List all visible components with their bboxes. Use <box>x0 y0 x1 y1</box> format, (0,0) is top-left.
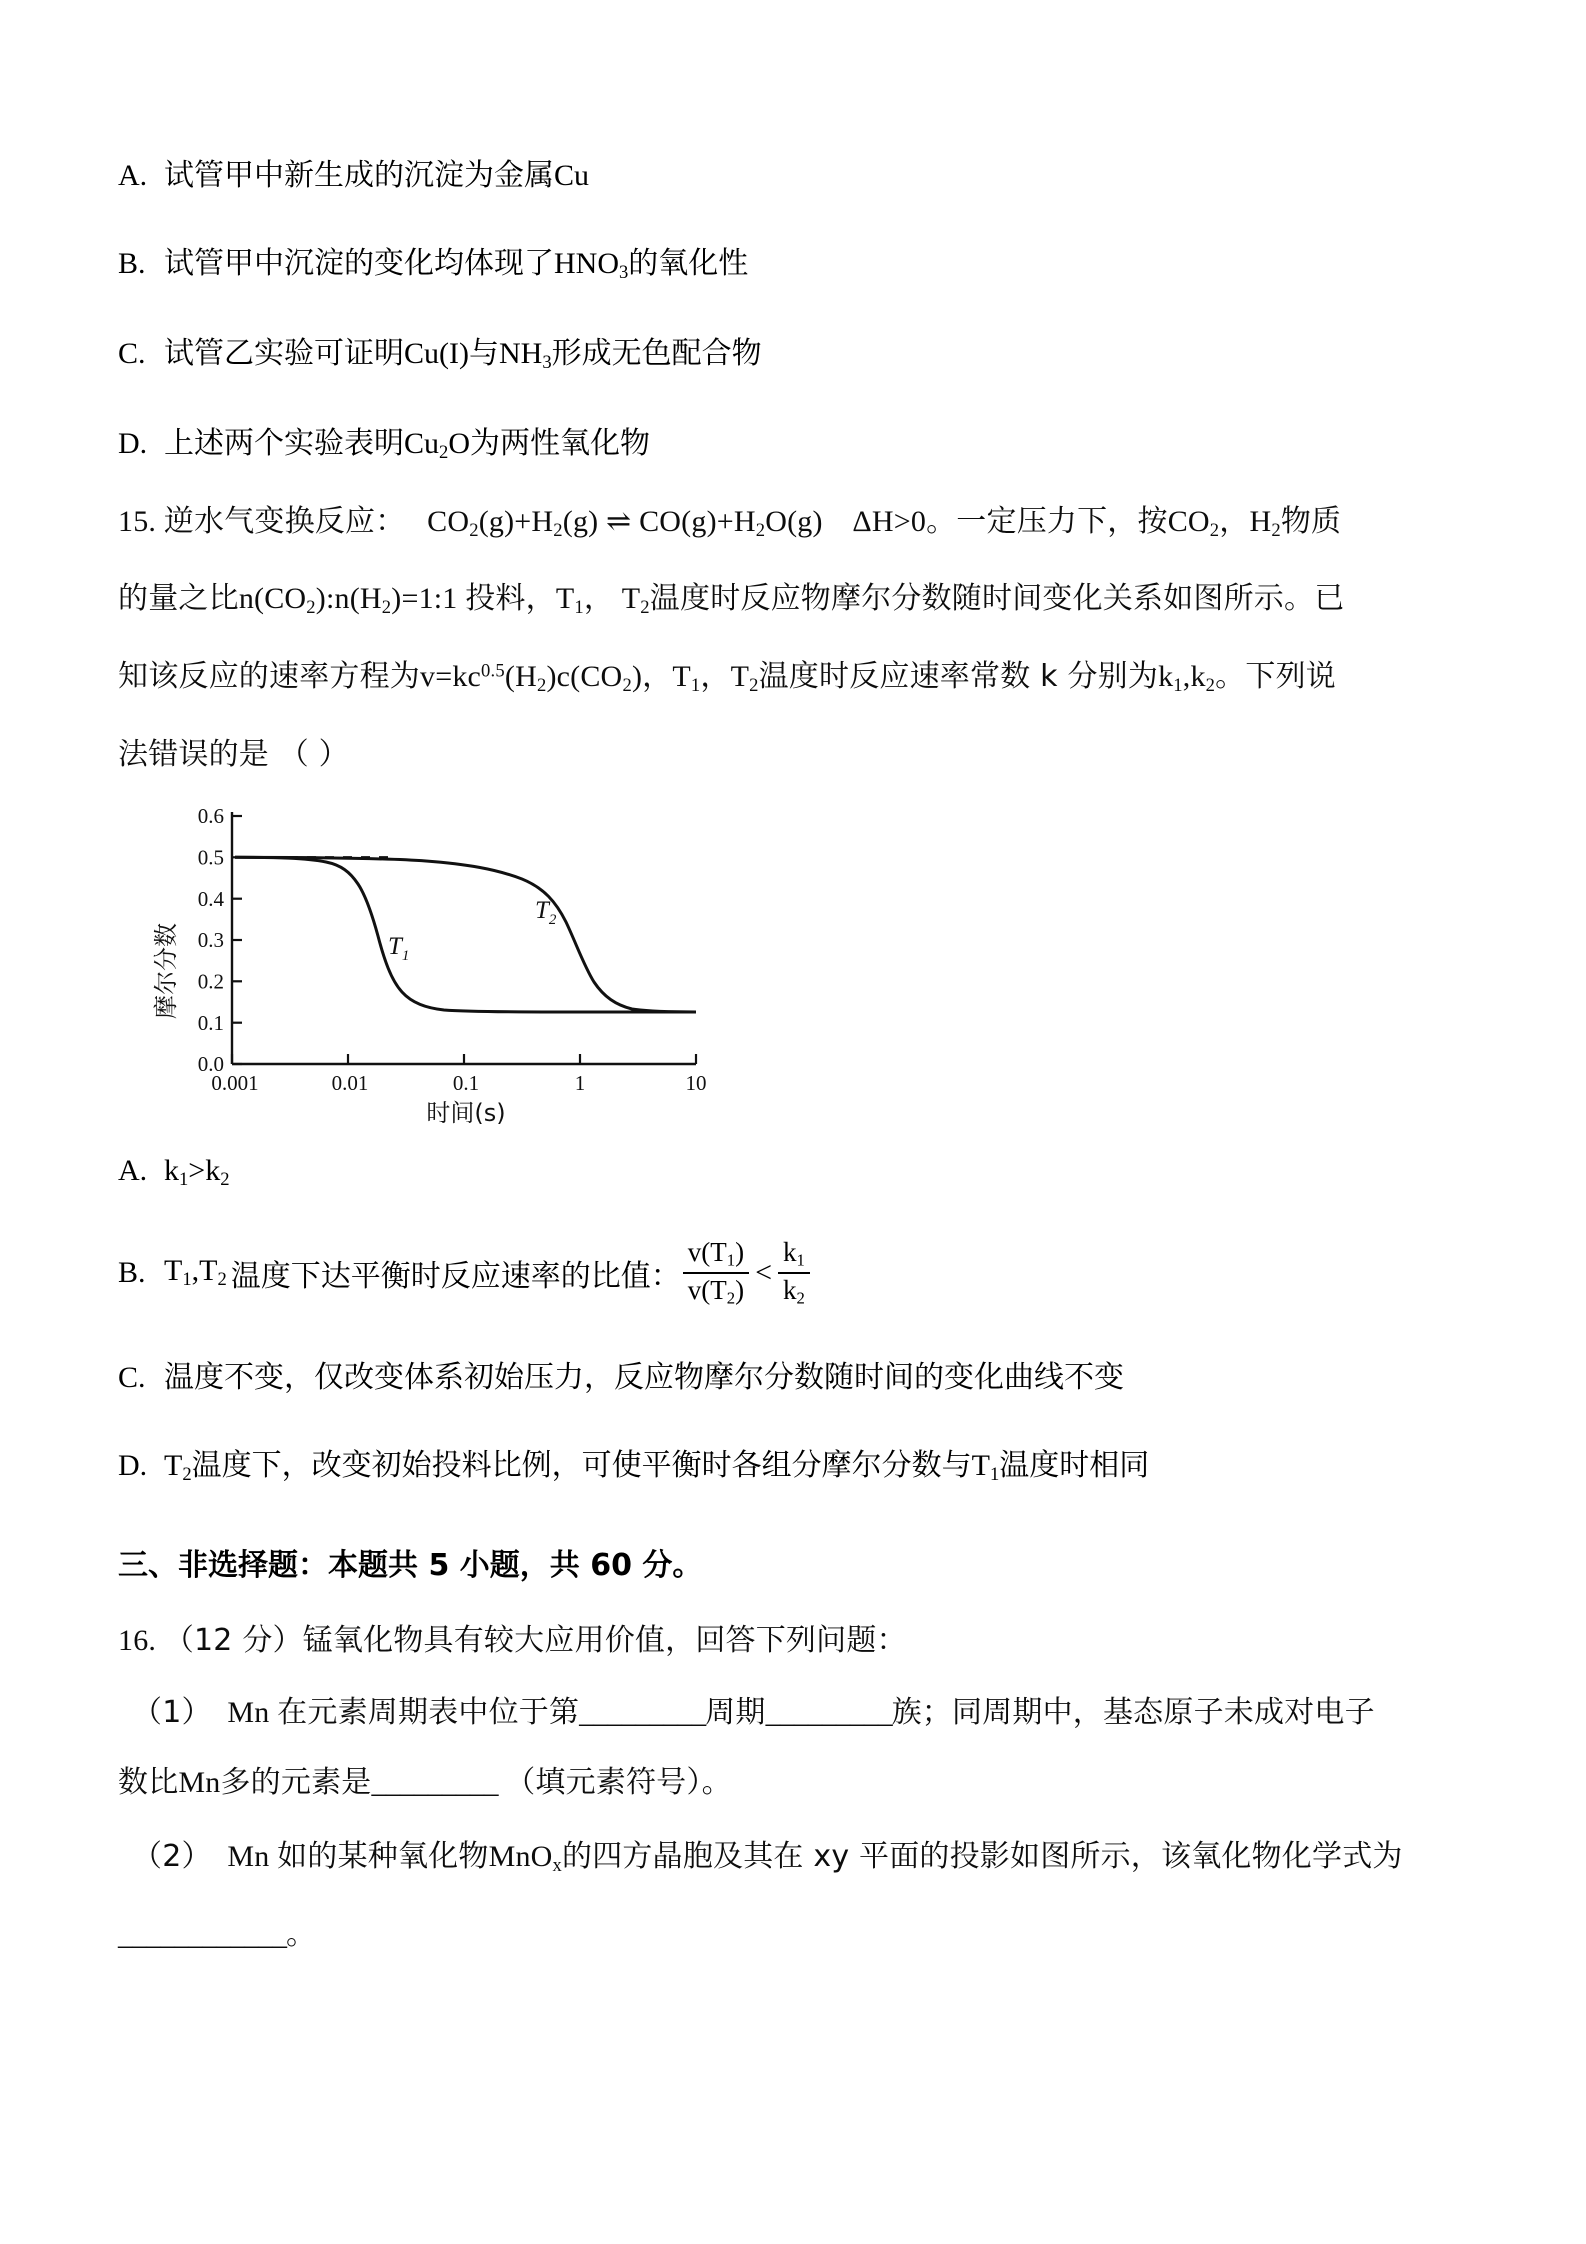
q16-sub1-line1 <box>118 1695 1470 1731</box>
option-row-a-q15 <box>118 1154 1470 1191</box>
option-d-text-tail: 温度时相同 <box>999 1448 1150 1484</box>
option-text: 温度不变，仅改变体系初始压力，反应物摩尔分数随时间的变化曲线不变 <box>164 1360 1124 1396</box>
q16-sub1-l2-c: （填元素符号）。 <box>505 1765 732 1801</box>
option-letter: B. <box>118 247 146 280</box>
y-axis-label: 摩尔分数 <box>152 923 180 1019</box>
q15-comma-4: ， <box>700 659 731 695</box>
annotation-t1-sub: 1 <box>401 948 410 964</box>
q15-stem-line-3 <box>118 659 1470 697</box>
option-text-cn: 试管甲中新生成的沉淀为金属 <box>164 158 554 193</box>
option-row-c-q14 <box>118 328 1470 374</box>
formula-hno3: $HNO_3$ <box>554 247 629 284</box>
annotation-t2-sub: 2 <box>548 912 557 928</box>
q15-stem-l2b: 投料， <box>465 581 556 617</box>
q15-k-constants: $k_1,k_2$ <box>1158 660 1216 697</box>
q15-stem-l3a: 知该反应的速率方程为 <box>118 659 420 695</box>
y-axis-ticks <box>232 816 242 1064</box>
q16-sub1-text-b: 周期 <box>705 1695 766 1731</box>
y-tick-5: 0.5 <box>197 845 224 870</box>
answer-blank-3[interactable]: _________ <box>371 1766 498 1800</box>
q16-stem <box>118 1623 1470 1659</box>
option-b-text: 温度下达平衡时反应速率的比值： <box>230 1258 681 1294</box>
option-row-d-q15 <box>118 1440 1470 1486</box>
q15-h2: $H_2$ <box>1249 504 1281 541</box>
ratio-v-t1-over-v-t2 <box>683 1237 749 1308</box>
q15-t1: $T_1$ <box>555 582 584 619</box>
option-text <box>164 418 1470 464</box>
q15-t2: $T_2$ <box>621 582 650 619</box>
page-content <box>118 0 1470 1953</box>
q15-co2: $CO_2$ <box>1167 504 1220 541</box>
option-d-text: 温度下，改变初始投料比例，可使平衡时各组分摩尔分数与 <box>191 1448 972 1484</box>
curve-annotations <box>388 897 557 964</box>
y-tick-6: 0.6 <box>197 804 224 828</box>
option-row-a-q14 <box>118 150 1470 194</box>
q15-number: 15. <box>118 504 157 538</box>
option-letter: A. <box>118 159 148 192</box>
option-row-b-q14 <box>118 238 1470 284</box>
y-tick-0: 0.0 <box>197 1052 224 1076</box>
q15-equation: $CO_2(g)+H_2(g)$ ⇌ $CO(g)+H_2O(g)$ <box>427 504 823 541</box>
q15-stem-line-1 <box>118 503 1470 541</box>
option-row-d-q14 <box>118 418 1470 464</box>
series-t1-curve <box>235 857 696 1012</box>
q16-element-mn: Mn <box>227 1696 270 1730</box>
option-letter: C. <box>118 1361 146 1395</box>
y-tick-labels <box>198 804 225 1076</box>
option-text <box>164 150 1470 194</box>
x-tick-1: 0.01 <box>331 1071 369 1095</box>
q16-sub2-period: 。 <box>286 1917 317 1953</box>
q16-sub2-text-b: 的四方晶胞及其在 xy 平面的投影如图所示，该氧化物化学式为 <box>562 1839 1403 1875</box>
option-row-b-q15 <box>118 1237 1470 1308</box>
x-tick-2: 0.1 <box>452 1071 480 1095</box>
formula-nh3: $NH_3$ <box>498 337 552 374</box>
q16-element-mn-2: Mn <box>178 1766 221 1800</box>
series-t2-curve <box>235 857 696 1012</box>
option-letter: A. <box>118 1154 148 1187</box>
option-text <box>164 238 1470 284</box>
q15-t2-b: $T_2$ <box>730 660 759 697</box>
q16-sub2-text-a: 如的某种氧化物 <box>277 1839 489 1875</box>
option-text <box>164 1237 1470 1308</box>
option-text-cn-tail: 形成无色配合物 <box>551 336 762 372</box>
q15-rate-equation: $v=kc^{0.5}(H_2)c(CO_2)$ <box>420 660 643 697</box>
q15-stem-l3d: 温度时反应速率常数 k 分别为 <box>758 659 1159 695</box>
q15-comma-3: ， <box>642 659 673 695</box>
fraction-denominator: $k_2$ <box>778 1272 810 1308</box>
option-text: $k_1>k_2$ <box>164 1154 230 1191</box>
q15-comma-1: ， <box>1219 503 1250 539</box>
option-row-c-q15 <box>118 1352 1470 1396</box>
ratio-k1-over-k2 <box>778 1237 810 1308</box>
x-tick-3: 1 <box>574 1071 586 1095</box>
option-text-cn-tail: 的氧化性 <box>628 246 749 281</box>
q16-sub1-l2-b: 多的元素是 <box>220 1765 372 1801</box>
x-tick-0: 0.001 <box>211 1071 259 1095</box>
x-axis-ticks <box>232 1054 696 1064</box>
option-text-cn: 试管乙实验可证明 <box>164 336 404 372</box>
q15-stem-line-4: 法错误的是 （ ） <box>118 737 349 772</box>
chart-svg <box>136 796 736 1126</box>
q16-sub1-text-c: 族；同周期中，基态原子未成对电子 <box>891 1695 1375 1731</box>
mole-fraction-vs-time-chart <box>136 796 736 1126</box>
q15-delta-h: ΔH>0 <box>852 504 927 538</box>
q16-sub1-l2-a: 数比 <box>118 1765 179 1801</box>
option-text-cn: 试管甲中沉淀的变化均体现了 <box>164 246 554 281</box>
y-tick-3: 0.3 <box>197 928 224 952</box>
formula-cu-i: Cu(I) <box>404 337 469 371</box>
fraction-denominator: $v(T_2)$ <box>683 1272 749 1308</box>
q16-sub1-label: （1） <box>132 1695 212 1731</box>
q15-stem-text-d: 物质 <box>1280 503 1342 539</box>
answer-blank-2[interactable]: _________ <box>765 1696 892 1730</box>
q16-sub1-text-a: 在元素周期表中位于第 <box>277 1695 580 1731</box>
answer-blank-4[interactable]: ____________ <box>118 1918 286 1952</box>
q16-sub2-label: （2） <box>132 1839 212 1875</box>
annotation-t2: $T_2$ <box>535 897 557 928</box>
option-text-cn: 上述两个实验表明 <box>164 426 404 462</box>
formula-mnox: MnO$_x$ <box>488 1840 563 1877</box>
y-tick-1: 0.1 <box>197 1011 224 1035</box>
fraction-numerator: $v(T_1)$ <box>687 1237 745 1270</box>
fraction-numerator: $k_1$ <box>783 1237 805 1270</box>
q16-element-mn-3: Mn <box>227 1840 270 1874</box>
q15-comma-2: ， <box>583 581 615 617</box>
q16-sub2-line2 <box>118 1917 1470 1953</box>
q15-stem-l2d: 温度时反应物摩尔分数随时间变化关系如图所示。已 <box>649 581 1345 617</box>
option-letter: C. <box>118 337 146 371</box>
y-tick-4: 0.4 <box>197 887 224 911</box>
option-text-cn-tail: 为两性氧化物 <box>469 426 650 462</box>
q16-sub2-line1 <box>118 1839 1470 1877</box>
x-axis-label: 时间(s) <box>426 1099 506 1126</box>
option-b-t1t2: $T_1,T_2$ <box>164 1254 227 1291</box>
q15-t1-b: $T_1$ <box>672 660 701 697</box>
annotation-t1: $T_1$ <box>388 933 410 964</box>
option-text: $T_2$温度下，改变初始投料比例，可使平衡时各组分摩尔分数与$T_1$温度时相同 <box>164 1448 1150 1486</box>
q16-number: 16. <box>118 1624 157 1658</box>
option-text-mid: 与 <box>468 336 499 372</box>
option-text <box>164 328 1470 374</box>
formula-cu: Cu <box>554 159 590 192</box>
q15-stem-l3e: 。下列说 <box>1215 659 1336 695</box>
y-tick-2: 0.2 <box>197 969 224 994</box>
q15-stem-line-2 <box>118 581 1470 619</box>
q15-stem-text-b: 。一定压力下，按 <box>926 503 1168 539</box>
q15-stem-text: 逆水气变换反应： <box>163 503 406 539</box>
relation-less-than: < <box>755 1255 773 1289</box>
q15-stem-l2a: 的量之比 <box>118 581 239 617</box>
option-letter: D. <box>118 1449 148 1483</box>
formula-cu2o: $Cu_2O$ <box>404 427 470 464</box>
q16-stem-text: 锰氧化物具有较大应用价值，回答下列问题： <box>302 1623 907 1659</box>
option-letter: B. <box>118 1255 146 1289</box>
x-tick-labels <box>211 1071 706 1095</box>
section-3-heading: 三、非选择题：本题共 5 小题，共 60 分。 <box>118 1548 703 1584</box>
q16-sub1-line2 <box>118 1765 1470 1801</box>
q15-ratio: $n(CO_2):n(H_2)=1:1$ <box>238 582 458 619</box>
q16-score: （12 分） <box>163 1623 303 1659</box>
x-tick-4: 10 <box>685 1071 707 1095</box>
option-letter: D. <box>118 427 148 461</box>
answer-blank-1[interactable]: _________ <box>579 1696 706 1730</box>
